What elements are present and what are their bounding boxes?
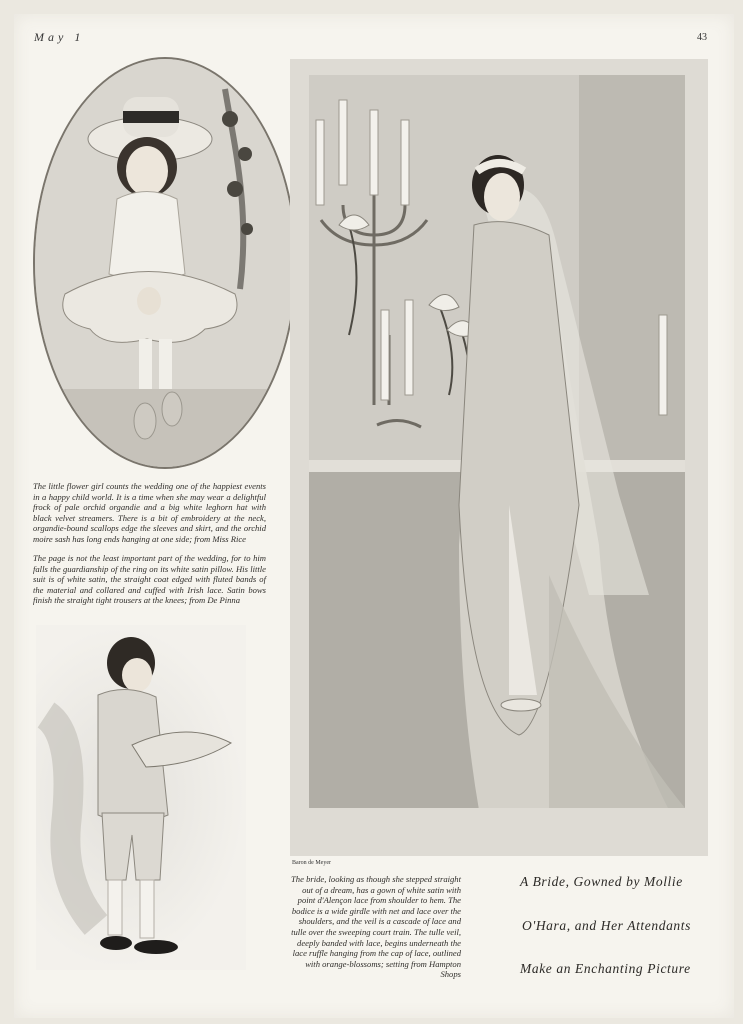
headline-line-1: A Bride, Gowned by Mollie bbox=[520, 874, 683, 889]
issue-date: May 1 bbox=[34, 30, 85, 44]
page-boy-photo bbox=[36, 625, 246, 970]
page-number: 43 bbox=[697, 32, 707, 43]
flower-girl-photo bbox=[33, 57, 297, 469]
flower-girl-caption: The little flower girl counts the wedding one of the happiest events in a happy child world. It is a time when she may wear a delightful frock of pale orchid organdie and a big white leghorn hat with black velvet streamers. There is a bit of embroidery at the neck, organdie-bound scallops edge the sleeves and skirt, and the orchid moire sash has long ends hanging at one side; from Miss Rice bbox=[33, 481, 266, 544]
bride-photo bbox=[309, 75, 685, 808]
bride-caption: The bride, looking as though she stepped straight out of a dream, has a gown of white satin with point d'Alençon lace from shoulder to hem. The bodice is a wide girdle with net and lace over the shoulders, and the veil is a cascade of lace and tulle over the sweeping court train. The tulle veil, deeply banded with lace, begins underneath the lace ruffle hanging from the cap of lace, outlined with orange-blossoms; setting from Hampton Shops bbox=[291, 874, 461, 980]
headline-line-3: Make an Enchanting Picture bbox=[520, 961, 691, 976]
headline-line-2: O'Hara, and Her Attendants bbox=[522, 918, 691, 933]
photo-credit: Baron de Meyer bbox=[292, 860, 331, 866]
page-boy-caption: The page is not the least important part of the wedding, for to him falls the guardianship of the ring on its white satin pillow. His little suit is of white satin, the straight coat edged with fluted bands of the material and collared and cuffed with Irish lace. Satin bows finish the straight tight trousers at the knees; from De Pinna bbox=[33, 553, 266, 606]
